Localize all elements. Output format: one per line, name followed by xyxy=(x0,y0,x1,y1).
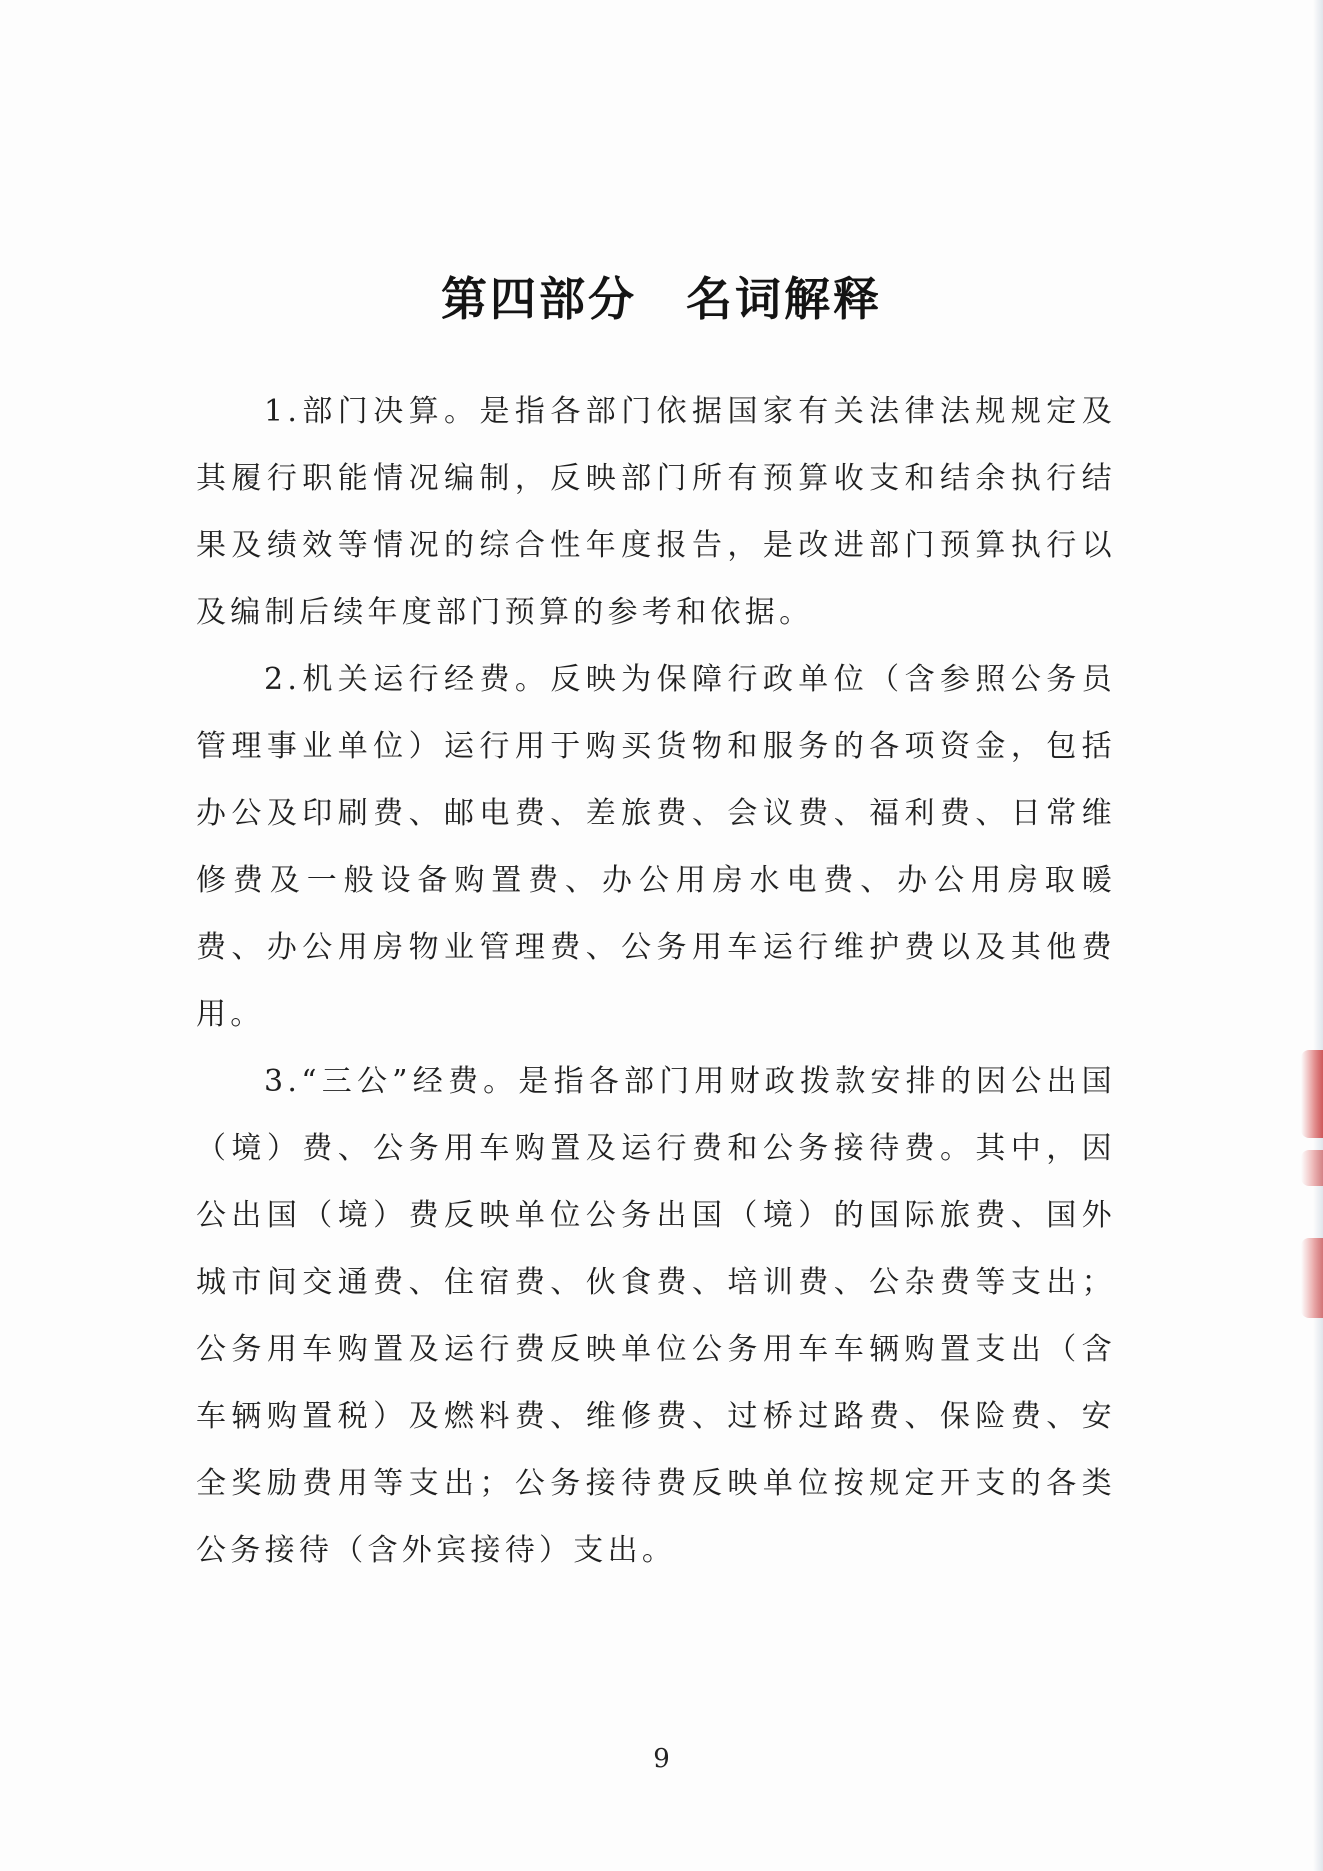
seal-fragment xyxy=(1301,1150,1323,1186)
page-title: 第四部分 名词解释 xyxy=(441,271,882,326)
definition-paragraph-1: 1.部门决算。是指各部门依据国家有关法律法规规定及其履行职能情况编制，反映部门所有预算收支和结余执行结果及绩效等情况的综合性年度报告，是改进部门预算执行以及编制后续年度部门预算的参考和依据。 xyxy=(196,394,1116,630)
definition-paragraph-2: 2.机关运行经费。反映为保障行政单位（含参照公务员管理事业单位）运行用于购买货物和服务的各项资金，包括办公及印刷费、邮电费、差旅费、会议费、福利费、日常维修费及一般设备购置费、办公用房水电费、办公用房取暖费、办公用房物业管理费、公务用车运行维护费以及其他费用。 xyxy=(196,662,1116,1032)
page-number: 9 xyxy=(653,1744,670,1774)
definitions-body xyxy=(196,378,1116,1584)
seal-fragment xyxy=(1301,1050,1323,1138)
seal-fragment xyxy=(1301,1238,1323,1318)
definition-paragraph-3: 3.“三公”经费。是指各部门用财政拨款安排的因公出国（境）费、公务用车购置及运行费和公务接待费。其中，因公出国（境）费反映单位公务出国（境）的国际旅费、国外城市间交通费、住宿费、伙食费、培训费、公杂费等支出；公务用车购置及运行费反映单位公务用车车辆购置支出（含车辆购置税）及燃料费、维修费、过桥过路费、保险费、安全奖励费用等支出；公务接待费反映单位按规定开支的各类公务接待（含外宾接待）支出。 xyxy=(196,1064,1116,1568)
